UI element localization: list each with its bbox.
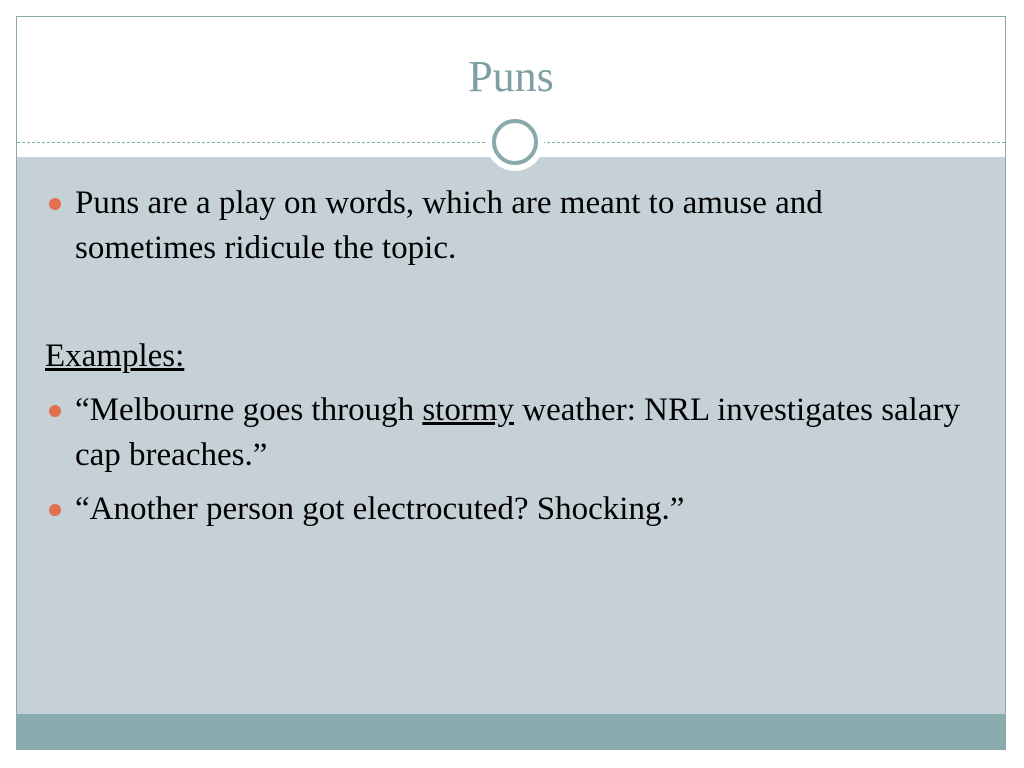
bullet-dot-icon bbox=[49, 504, 61, 516]
bullet-dot-icon bbox=[49, 198, 61, 210]
footer-bar bbox=[17, 714, 1005, 749]
bullet-dot-icon bbox=[49, 405, 61, 417]
slide bbox=[16, 16, 1006, 750]
slide-title: Puns bbox=[468, 52, 554, 101]
bullet-example-electrocuted bbox=[45, 487, 965, 532]
circle-ornament-icon bbox=[486, 113, 544, 171]
bullet-example-melbourne bbox=[45, 388, 965, 478]
example-melbourne-underlined-word: stormy bbox=[422, 392, 515, 428]
examples-heading-text: Examples: bbox=[45, 338, 185, 374]
example-electrocuted-text: “Another person got electrocuted? Shocking.” bbox=[75, 491, 685, 527]
bullet-definition bbox=[45, 181, 965, 271]
slide-body bbox=[45, 181, 965, 532]
content-area bbox=[17, 157, 1005, 716]
examples-heading bbox=[45, 334, 965, 379]
bullet-definition-text: Puns are a play on words, which are meant to amuse and sometimes ridicule the topic. bbox=[75, 185, 823, 266]
example-melbourne-text-end: weather: NRL investigates salary cap breaches.” bbox=[75, 392, 960, 473]
example-melbourne-text-start: “Melbourne goes through bbox=[75, 392, 423, 428]
